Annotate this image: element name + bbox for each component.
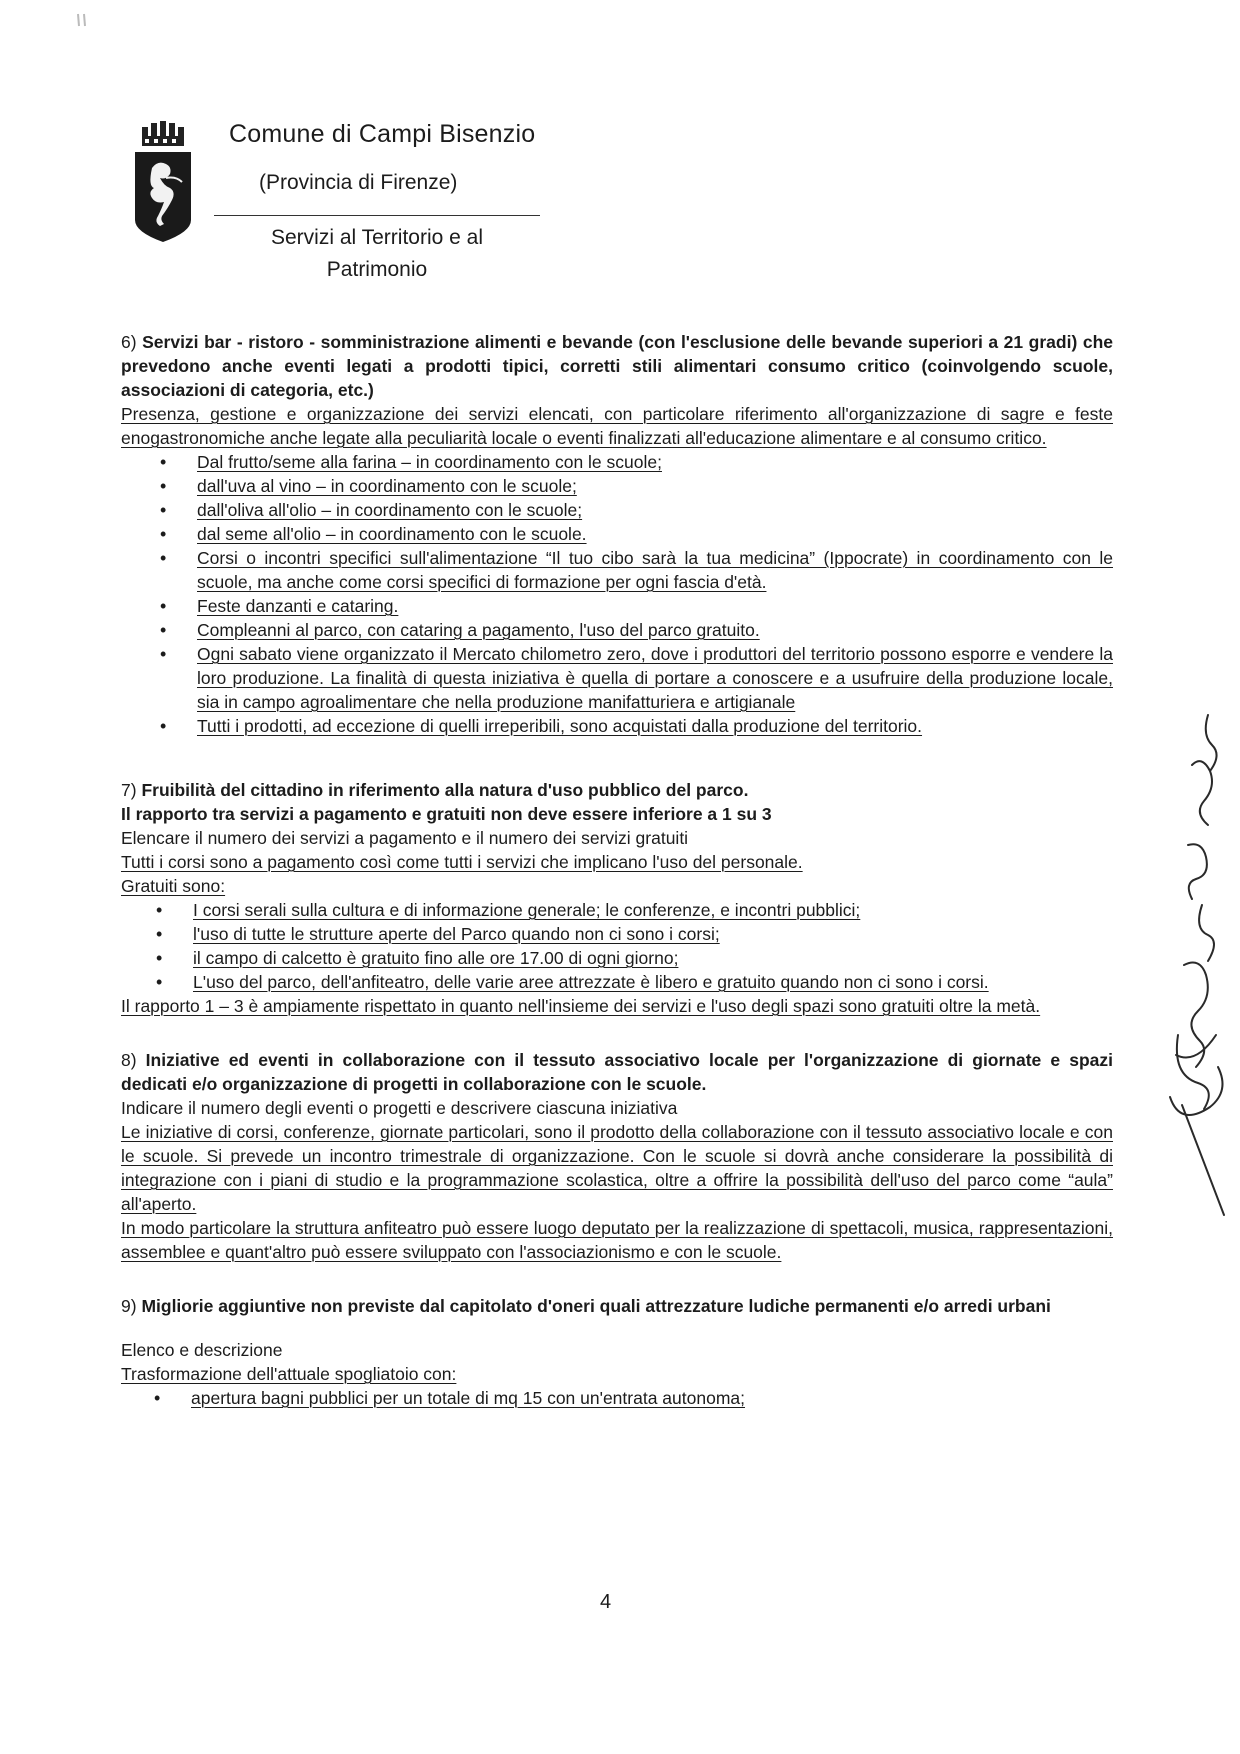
list-item: • Corsi o incontri specifici sull'alimentazione “Il tuo cibo sarà la tua medicina” (Ippocrate) in coordinamento con le scuole, ma anche come corsi specifici di formazione per ogni fascia d'età. (160, 548, 1113, 592)
section-8 (121, 1048, 1113, 1264)
bullet-icon: • (160, 476, 167, 496)
bullet-icon: • (160, 500, 167, 520)
list-item: • dal seme all'olio – in coordinamento con le scuole. (160, 524, 587, 544)
section-6-heading-text: Servizi bar - ristoro - somministrazione alimenti e bevande (con l'esclusione delle bevande superiori a 21 gradi) che prevedono anche eventi legati a prodotti tipici, corretti stili alimentari consumo critico (coinvolgendo scuole, associazioni di categoria, etc.) (121, 332, 1113, 400)
bullet-icon: • (160, 620, 167, 640)
list-item: • dall'uva al vino – in coordinamento con le scuole; (160, 476, 577, 496)
list-item: • L'uso del parco, dell'anfiteatro, delle varie aree attrezzate è libero e gratuito quando non ci sono i corsi. (156, 972, 989, 992)
section-7-heading (121, 778, 1113, 826)
section-7 (121, 778, 1113, 1018)
section-7-number: 7) (121, 780, 137, 800)
section-6-heading (121, 330, 1113, 402)
section-9 (121, 1294, 1113, 1410)
section-9-transform: Trasformazione dell'attuale spogliatoio con: (121, 1364, 457, 1384)
document-body (121, 330, 1113, 1440)
signature-icon (1162, 705, 1236, 1225)
section-7-bullet-list (121, 898, 1113, 994)
bullet-icon: • (160, 524, 167, 544)
spacer (121, 1318, 1113, 1338)
bullet-icon: • (156, 924, 163, 944)
bullet-icon: • (160, 644, 167, 664)
section-8-paragraph-1: Le iniziative di corsi, conferenze, giornate particolari, sono il prodotto della collaborazione con il tessuto associativo locale e con le scuole. Si prevede un incontro trimestrale di organizzazione. Con le scuole si dovrà anche considerare la possibilità di integrazione con i piani di studio e la programmazione scolastica, oltre a offrire la possibilità dell'uso del parco come “aula” all'aperto. (121, 1122, 1113, 1214)
section-9-heading-text: Migliorie aggiuntive non previste dal capitolato d'oneri quali attrezzature ludiche permanenti e/o arredi urbani (141, 1296, 1051, 1316)
bullet-icon: • (156, 948, 163, 968)
department-line-1: Servizi al Territorio e al (270, 226, 484, 249)
section-7-heading-line-2: Il rapporto tra servizi a pagamento e gratuiti non deve essere inferiore a 1 su 3 (121, 804, 772, 824)
list-item: • dall'oliva all'olio – in coordinamento con le scuole; (160, 500, 583, 520)
section-6-number: 6) (121, 332, 137, 352)
page-number: 4 (600, 1591, 612, 1613)
bullet-icon: • (160, 716, 167, 736)
section-9-bullet-list (121, 1386, 1113, 1410)
section-7-paid-services: Tutti i corsi sono a pagamento così come tutti i servizi che implicano l'uso del personale. (121, 852, 803, 872)
list-item: • Dal frutto/seme alla farina – in coordinamento con le scuole; (160, 452, 662, 472)
list-item: • I corsi serali sulla cultura e di informazione generale; le conferenze, e incontri pubblici; (156, 900, 861, 920)
province-name: (Provincia di Firenze) (259, 171, 458, 194)
section-8-heading-text: Iniziative ed eventi in collaborazione con il tessuto associativo locale per l'organizzazione di giornate e spazi dedicati e/o organizzazione di progetti in collaborazione con le scuole. (121, 1050, 1113, 1094)
section-7-instruction: Elencare il numero dei servizi a pagamento e il numero dei servizi gratuiti (121, 828, 689, 848)
bullet-icon: • (156, 900, 163, 920)
list-item: • il campo di calcetto è gratuito fino alle ore 17.00 di ogni giorno; (156, 948, 679, 968)
section-8-number: 8) (121, 1050, 137, 1070)
list-item: • l'uso di tutte le strutture aperte del Parco quando non ci sono i corsi; (156, 924, 720, 944)
section-8-paragraph-2: In modo particolare la struttura anfiteatro può essere luogo deputato per la realizzazione di spettacoli, musica, rappresentazioni, assemblee e quant'altro può essere sviluppato con l'associazionismo e con le scuole. (121, 1218, 1113, 1262)
section-9-number: 9) (121, 1296, 137, 1316)
crest-icon (132, 120, 194, 244)
section-8-instruction: Indicare il numero degli eventi o progetti e descrivere ciascuna iniziativa (121, 1098, 678, 1118)
bullet-icon: • (160, 548, 167, 568)
section-9-heading (121, 1294, 1113, 1318)
department-line-2: Patrimonio (326, 258, 428, 281)
department-name (214, 222, 540, 286)
section-9-instruction: Elenco e descrizione (121, 1340, 283, 1360)
municipality-name: Comune di Campi Bisenzio (229, 120, 536, 148)
list-item: • Ogni sabato viene organizzato il Mercato chilometro zero, dove i produttori del territorio possono esporre e vendere la loro produzione. La finalità di questa iniziativa è quella di portare a conoscere e a usufruire della produzione locale, sia in campo agroalimentare che nella produzione manifatturiera e artigianale (160, 644, 1113, 712)
bullet-icon: • (154, 1388, 161, 1408)
list-item: • Compleanni al parco, con cataring a pagamento, l'uso del parco gratuito. (160, 620, 760, 640)
header-divider (214, 215, 540, 216)
list-item: • apertura bagni pubblici per un totale di mq 15 con un'entrata autonoma; (154, 1388, 745, 1408)
list-item: • Feste danzanti e cataring. (160, 596, 399, 616)
section-8-heading (121, 1048, 1113, 1096)
bullet-icon: • (160, 596, 167, 616)
bullet-icon: • (160, 452, 167, 472)
bullet-icon: • (156, 972, 163, 992)
section-6 (121, 330, 1113, 738)
section-7-conclusion: Il rapporto 1 – 3 è ampiamente rispettato in quanto nell'insieme dei servizi e l'uso degli spazi sono gratuiti oltre la metà. (121, 996, 1041, 1016)
section-6-intro: Presenza, gestione e organizzazione dei servizi elencati, con particolare riferimento all'organizzazione di sagre e feste enogastronomiche anche legate alla peculiarità locale o eventi finalizzati all'educazione alimentare e al consumo critico. (121, 404, 1113, 448)
section-7-heading-line-1: Fruibilità del cittadino in riferimento alla natura d'uso pubblico del parco. (141, 780, 749, 800)
section-6-bullet-list (121, 450, 1113, 738)
list-item: • Tutti i prodotti, ad eccezione di quelli irreperibili, sono acquistati dalla produzione del territorio. (160, 716, 923, 736)
section-7-free-label: Gratuiti sono: (121, 876, 226, 896)
